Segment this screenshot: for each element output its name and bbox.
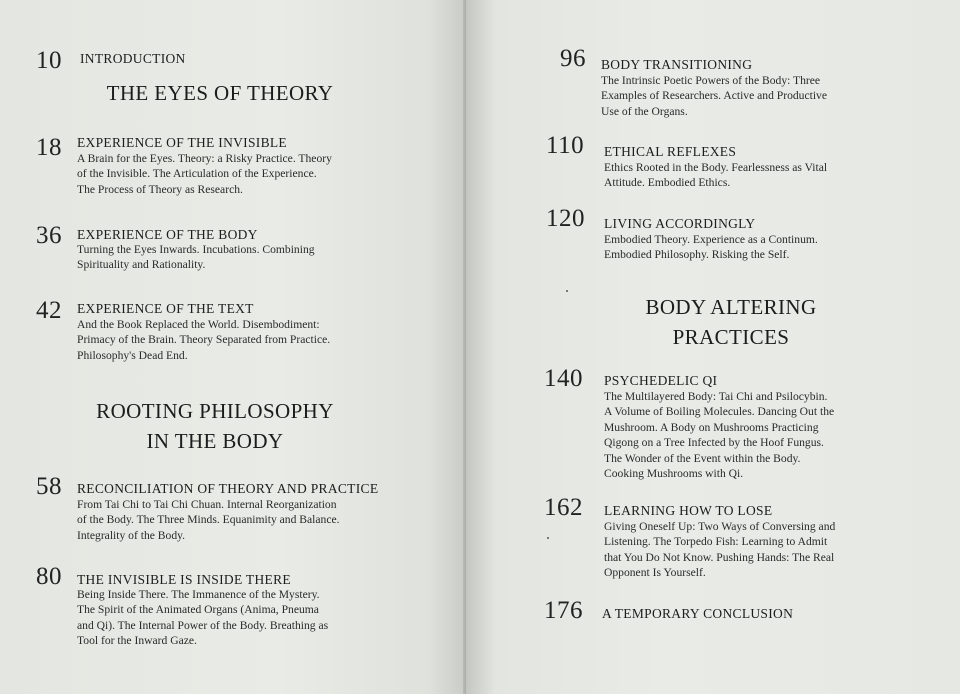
chapter-description — [604, 160, 827, 191]
chapter-title: RECONCILIATION OF THEORY AND PRACTICE — [77, 481, 379, 496]
chapter-title: A TEMPORARY CONCLUSION — [602, 606, 794, 621]
description-line: A Brain for the Eyes. Theory: a Risky Practice. Theory — [77, 152, 332, 165]
page-number: 42 — [36, 297, 62, 324]
description-line: Embodied Theory. Experience as a Continum. — [604, 233, 818, 246]
page-number: 110 — [546, 132, 585, 159]
description-line: Embodied Philosophy. Risking the Self. — [604, 248, 790, 262]
description-line: The Intrinsic Poetic Powers of the Body: Three — [601, 74, 821, 87]
section-heading-line: ROOTING PHILOSOPHY — [96, 399, 334, 423]
description-line: From Tai Chi to Tai Chi Chuan. Internal Reorganization — [77, 498, 337, 511]
chapter-description — [604, 389, 834, 481]
section-heading-line: IN THE BODY — [146, 429, 284, 453]
description-line: And the Book Replaced the World. Disembodiment: — [77, 318, 320, 331]
page-number: 10 — [36, 47, 62, 74]
page-number: 120 — [546, 205, 585, 232]
description-line: The Multilayered Body: Tai Chi and Psilocybin. — [604, 390, 828, 403]
page-number: 96 — [560, 45, 586, 72]
description-line: Listening. The Torpedo Fish: Learning to Admit — [604, 535, 828, 549]
chapter-title: INTRODUCTION — [80, 51, 186, 66]
description-line: The Spirit of the Animated Organs (Anima, Pneuma — [77, 603, 319, 617]
description-line: Turning the Eyes Inwards. Incubations. Combining — [77, 243, 315, 256]
chapter-title: EXPERIENCE OF THE INVISIBLE — [77, 135, 287, 150]
page-number: 18 — [36, 134, 62, 161]
chapter-description — [77, 497, 340, 543]
description-line: The Process of Theory as Research. — [77, 182, 243, 196]
description-line: of the Invisible. The Articulation of the Experience. — [77, 167, 317, 181]
chapter-title: LIVING ACCORDINGLY — [604, 216, 756, 231]
description-line: Cooking Mushrooms with Qi. — [604, 467, 744, 481]
chapter-title: EXPERIENCE OF THE TEXT — [77, 301, 254, 316]
page-number: 80 — [36, 563, 62, 590]
description-line: The Wonder of the Event within the Body. — [604, 451, 801, 465]
description-line: Giving Oneself Up: Two Ways of Conversing and — [604, 520, 836, 533]
page-number: 176 — [544, 597, 583, 624]
chapter-title: PSYCHEDELIC QI — [604, 373, 718, 388]
chapter-title: BODY TRANSITIONING — [601, 57, 753, 72]
description-line: Spirituality and Rationality. — [77, 258, 206, 272]
section-heading-line: PRACTICES — [672, 325, 790, 349]
chapter-description — [601, 73, 827, 119]
section-heading: THE EYES OF THEORY — [106, 81, 334, 105]
page-number: 58 — [36, 473, 62, 500]
description-line: that You Do Not Know. Pushing Hands: The Real — [604, 550, 835, 564]
chapter-title: ETHICAL REFLEXES — [604, 144, 737, 159]
page-number: 140 — [544, 365, 583, 392]
description-line: Philosophy's Dead End. — [77, 348, 188, 362]
description-line: Primacy of the Brain. Theory Separated from Practice. — [77, 333, 331, 347]
description-line: Ethics Rooted in the Body. Fearlessness as Vital — [604, 161, 828, 174]
description-line: and Qi). The Internal Power of the Body. Breathing as — [77, 618, 329, 632]
chapter-description — [77, 242, 315, 273]
description-line: Qigong on a Tree Infected by the Hoof Fungus. — [604, 436, 824, 450]
chapter-title: THE INVISIBLE IS INSIDE THERE — [77, 572, 291, 587]
page-number: 162 — [544, 494, 583, 521]
description-line: Attitude. Embodied Ethics. — [604, 176, 731, 190]
section-heading — [571, 292, 891, 352]
description-line: Tool for the Inward Gaze. — [77, 634, 197, 648]
section-heading-line: BODY ALTERING — [645, 295, 817, 319]
description-line: Use of the Organs. — [601, 104, 688, 118]
chapter-title: EXPERIENCE OF THE BODY — [77, 227, 258, 242]
chapter-title: LEARNING HOW TO LOSE — [604, 503, 773, 518]
chapter-description — [77, 151, 332, 197]
chapter-description — [604, 519, 835, 581]
left-page — [0, 0, 466, 694]
description-line: Integrality of the Body. — [77, 528, 186, 542]
paper-speck — [566, 290, 568, 292]
paper-speck — [547, 537, 549, 539]
chapter-description — [604, 232, 818, 263]
description-line: A Volume of Boiling Molecules. Dancing Out the — [604, 405, 835, 419]
description-line: Opponent Is Yourself. — [604, 566, 706, 580]
description-line: of the Body. The Three Minds. Equanimity and Balance. — [77, 513, 340, 527]
chapter-description — [77, 587, 328, 649]
chapter-description — [77, 317, 330, 363]
description-line: Examples of Researchers. Active and Productive — [601, 89, 828, 103]
right-page — [466, 0, 960, 694]
description-line: Mushroom. A Body on Mushrooms Practicing — [604, 420, 819, 434]
description-line: Being Inside There. The Immanence of the Mystery. — [77, 588, 320, 601]
page-number: 36 — [36, 222, 62, 249]
section-heading — [55, 396, 375, 456]
